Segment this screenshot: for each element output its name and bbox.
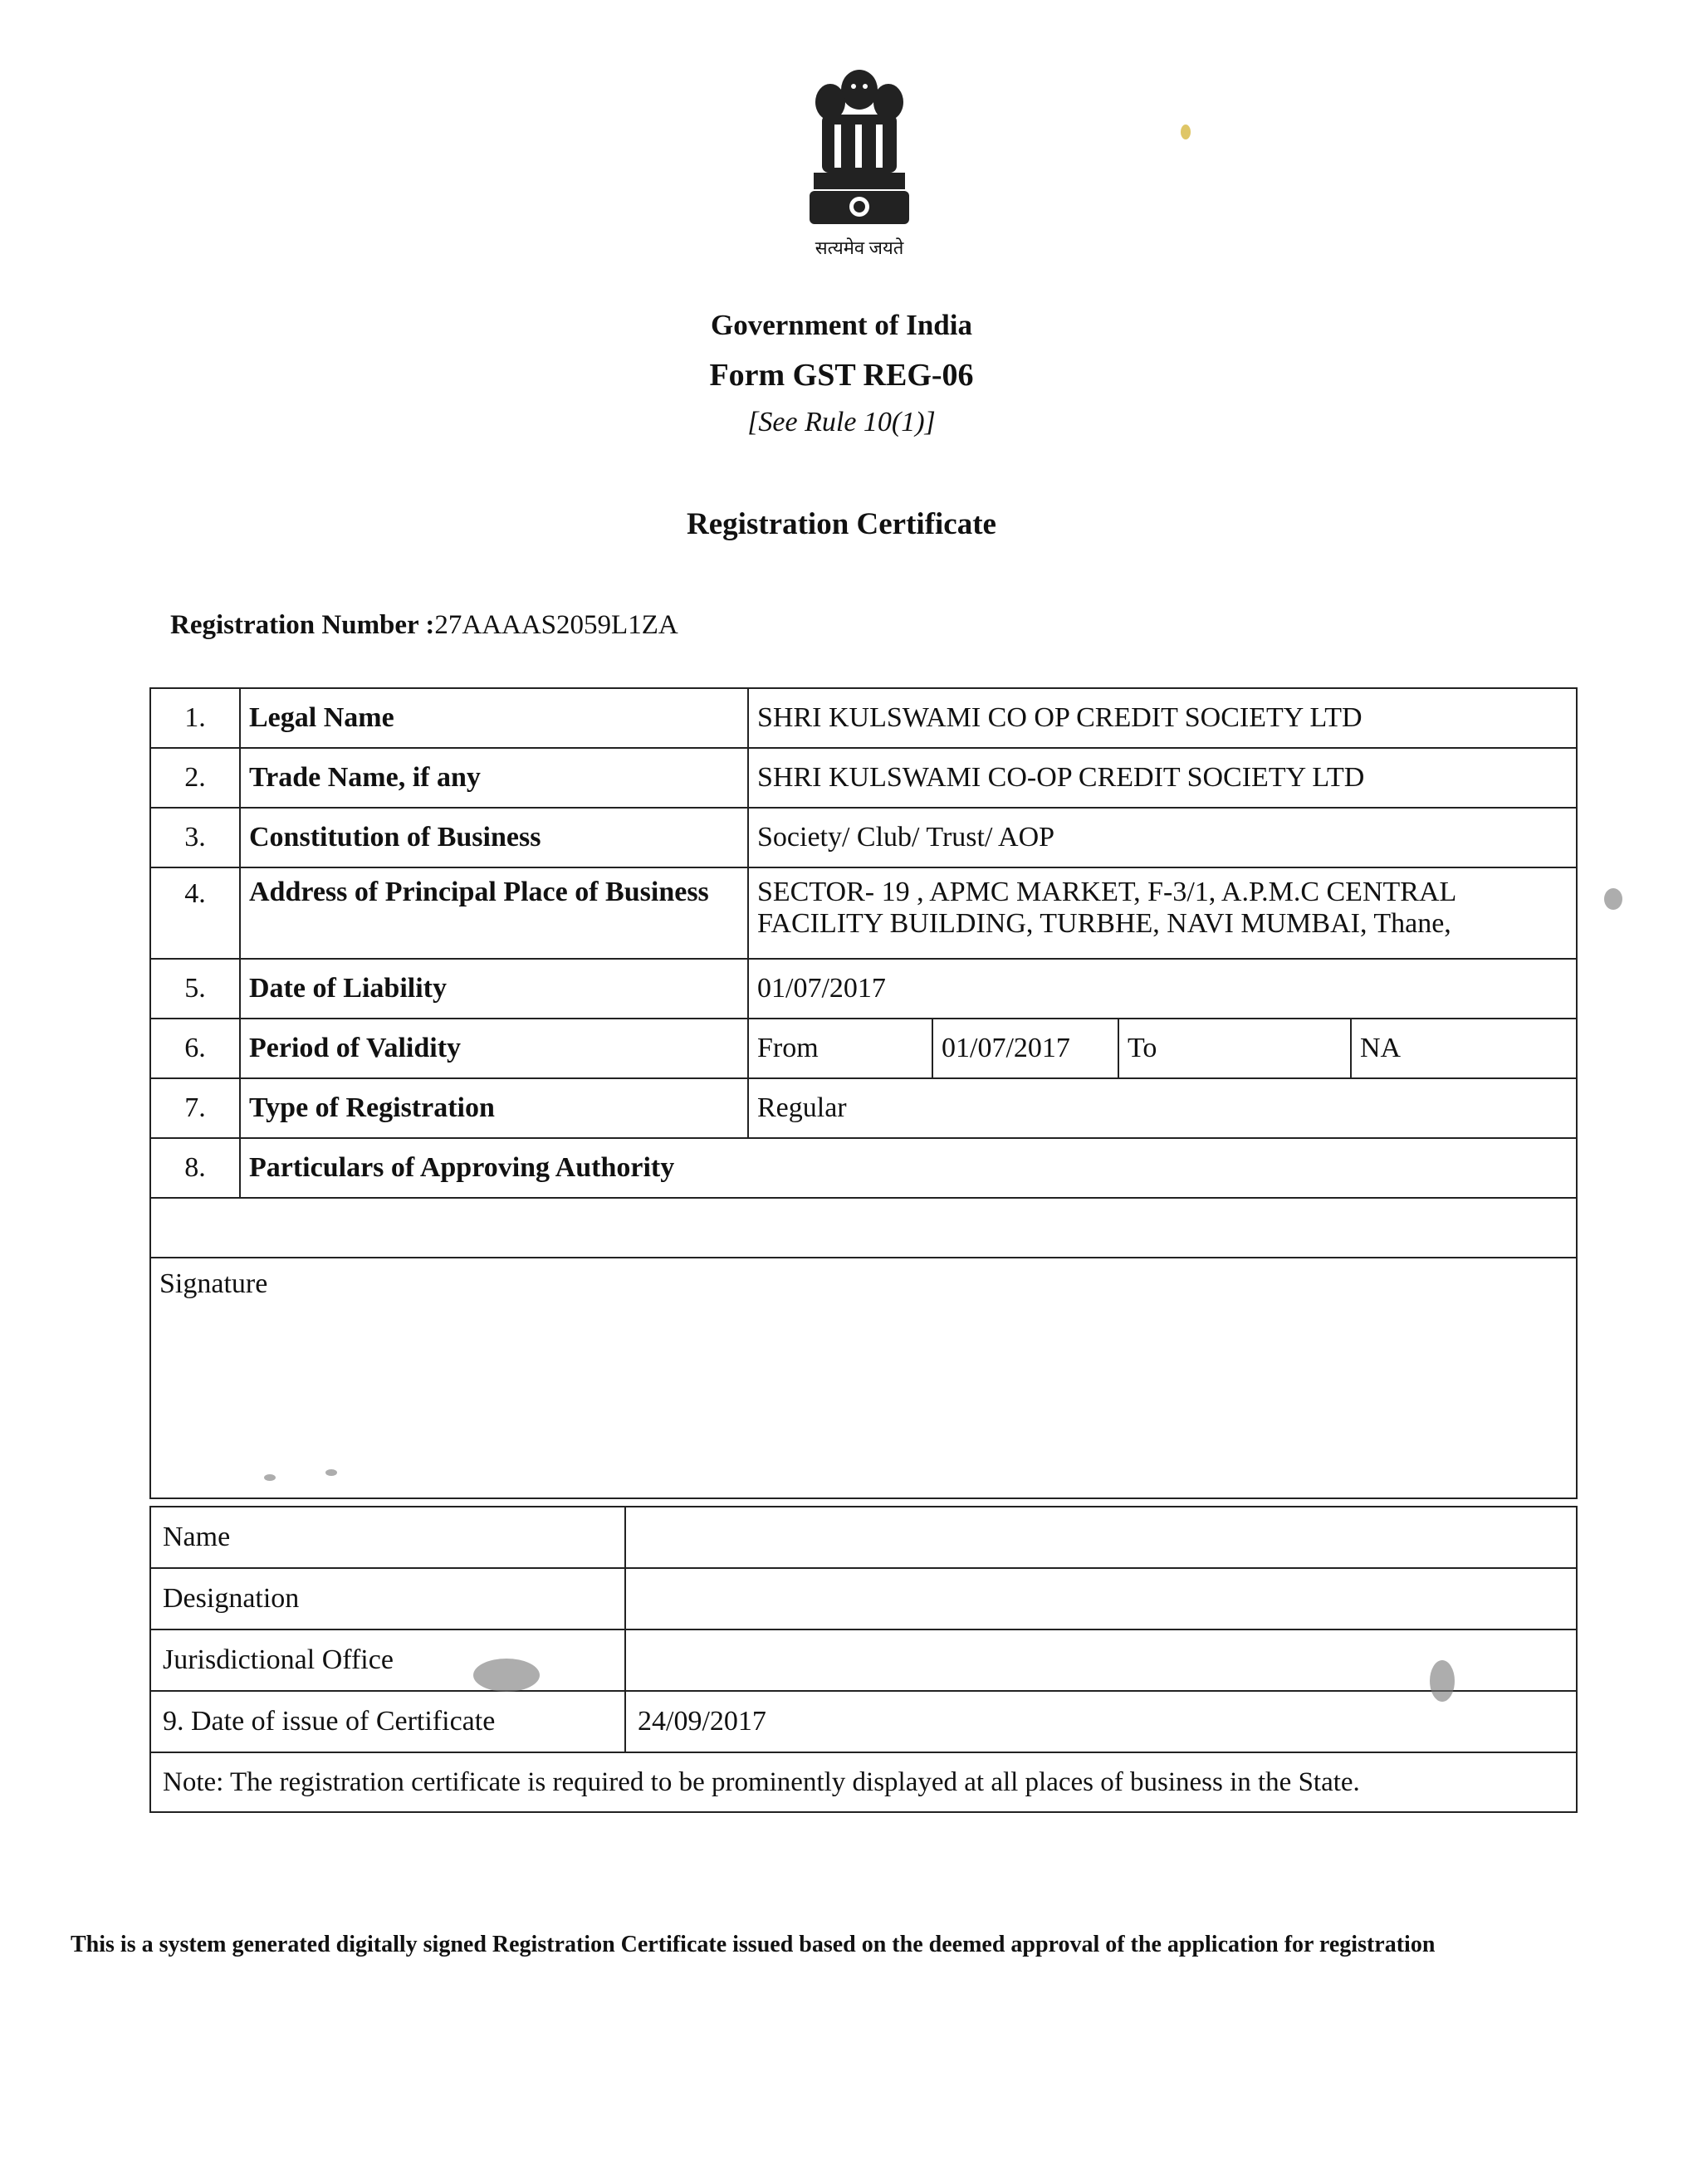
signature-row xyxy=(150,1258,1577,1498)
validity-to-value: NA xyxy=(1351,1019,1577,1078)
table-row xyxy=(150,1629,1577,1691)
form-name: Form GST REG-06 xyxy=(709,358,974,393)
name-value xyxy=(625,1507,1577,1568)
registration-number xyxy=(170,610,678,641)
rule-reference: [See Rule 10(1)] xyxy=(747,407,936,437)
scan-smudge xyxy=(473,1659,540,1692)
table-row xyxy=(150,1507,1577,1568)
scan-smudge xyxy=(325,1469,337,1476)
table-row xyxy=(150,959,1577,1019)
address-value: SECTOR- 19 , APMC MARKET, F-3/1, A.P.M.C CENTRAL FACILITY BUILDING, TURBHE, NAVI MUMBAI, Thane, xyxy=(748,867,1577,959)
jurisdictional-office-label: Jurisdictional Office xyxy=(150,1629,625,1691)
footer-statement: This is a system generated digitally signed Registration Certificate issued based on the deemed approval of the application for registration xyxy=(71,1932,1436,1957)
blank-row xyxy=(150,1198,1577,1258)
registration-number-label: Registration Number : xyxy=(170,610,435,640)
type-of-registration-value: Regular xyxy=(748,1078,1577,1138)
signature-label: Signature xyxy=(150,1258,1577,1498)
issue-date-label: 9. Date of issue of Certificate xyxy=(150,1691,625,1752)
date-of-liability-value: 01/07/2017 xyxy=(748,959,1577,1019)
table-row xyxy=(150,688,1577,748)
row-number: 4. xyxy=(150,867,240,959)
row-number: 8. xyxy=(150,1138,240,1198)
trade-name-value: SHRI KULSWAMI CO-OP CREDIT SOCIETY LTD xyxy=(748,748,1577,808)
scan-smudge xyxy=(1604,888,1622,910)
government-heading: Government of India xyxy=(711,309,972,341)
designation-value xyxy=(625,1568,1577,1629)
emblem-motto: सत्यमेव जयते xyxy=(815,237,904,258)
constitution-label: Constitution of Business xyxy=(240,808,748,867)
period-of-validity-label: Period of Validity xyxy=(240,1019,748,1078)
constitution-value: Society/ Club/ Trust/ AOP xyxy=(748,808,1577,867)
table-row xyxy=(150,1019,1577,1078)
row-number: 6. xyxy=(150,1019,240,1078)
row-number: 7. xyxy=(150,1078,240,1138)
legal-name-label: Legal Name xyxy=(240,688,748,748)
row-number: 1. xyxy=(150,688,240,748)
table-row xyxy=(150,748,1577,808)
table-row xyxy=(150,1078,1577,1138)
certificate-title: Registration Certificate xyxy=(687,507,996,541)
validity-from-label: From xyxy=(748,1019,932,1078)
table-row xyxy=(150,808,1577,867)
type-of-registration-label: Type of Registration xyxy=(240,1078,748,1138)
table-row xyxy=(150,1752,1577,1812)
table-row xyxy=(150,867,1577,959)
row-number: 3. xyxy=(150,808,240,867)
legal-name-value: SHRI KULSWAMI CO OP CREDIT SOCIETY LTD xyxy=(748,688,1577,748)
scan-smudge xyxy=(1181,125,1191,139)
row-number: 2. xyxy=(150,748,240,808)
designation-label: Designation xyxy=(150,1568,625,1629)
registration-number-value: 27AAAAS2059L1ZA xyxy=(434,610,678,640)
table-row xyxy=(150,1691,1577,1752)
name-label: Name xyxy=(150,1507,625,1568)
scan-smudge xyxy=(1430,1660,1455,1702)
authority-table xyxy=(149,1506,1578,1813)
approving-authority-label: Particulars of Approving Authority xyxy=(240,1138,1577,1198)
certificate-table xyxy=(149,687,1578,1499)
date-of-liability-label: Date of Liability xyxy=(240,959,748,1019)
scan-smudge xyxy=(264,1474,276,1481)
table-row xyxy=(150,1138,1577,1198)
trade-name-label: Trade Name, if any xyxy=(240,748,748,808)
row-number: 5. xyxy=(150,959,240,1019)
validity-to-label: To xyxy=(1118,1019,1351,1078)
address-label: Address of Principal Place of Business xyxy=(240,867,748,959)
national-emblem-icon xyxy=(797,65,922,235)
note-text: Note: The registration certificate is required to be prominently displayed at all places of business in the State. xyxy=(150,1752,1577,1812)
issue-date-value: 24/09/2017 xyxy=(625,1691,1577,1752)
table-row xyxy=(150,1198,1577,1258)
validity-from-value: 01/07/2017 xyxy=(932,1019,1118,1078)
table-row xyxy=(150,1568,1577,1629)
